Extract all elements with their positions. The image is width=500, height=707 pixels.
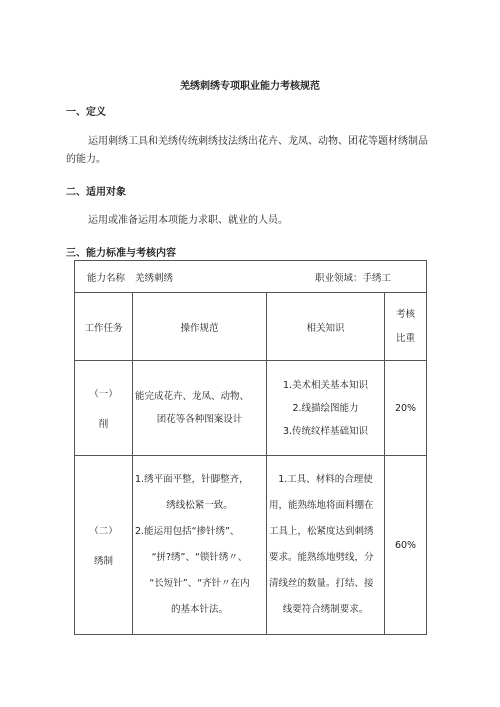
task-name: 绣制 xyxy=(93,556,113,567)
knowledge-cell xyxy=(267,361,385,456)
table-row xyxy=(75,456,427,635)
knowledge-line: 清线丝的数量。打结、接 xyxy=(269,578,374,589)
spec-line: 团花等各种图案设计 xyxy=(156,414,243,425)
knowledge-line: 3.传统纹样基础知识 xyxy=(282,425,369,437)
spec-line: 的基本针法。 xyxy=(170,604,228,615)
task-cell xyxy=(75,456,133,635)
weight-cell: 60% xyxy=(385,456,427,635)
col-header-task: 工作任务 xyxy=(75,293,133,361)
knowledge-line: 要求。能熟练地劈线，分 xyxy=(269,552,374,563)
task-number: （二） xyxy=(89,526,118,537)
knowledge-line: 1.工具、材料的合理使 xyxy=(278,474,373,485)
spec-cell xyxy=(133,456,267,635)
knowledge-line: 1.美术相关基本知识 xyxy=(282,379,369,391)
definition-paragraph: 运用刺绣工具和羌绣传统刺绣技法绣出花卉、龙凤、动物、团花等题材绣制品的能力。 xyxy=(66,136,428,165)
task-number: （一） xyxy=(89,389,118,400)
col-header-weight-line2: 比重 xyxy=(396,332,416,344)
spec-line: 绣线松紧一致。 xyxy=(166,500,233,511)
table-row xyxy=(75,361,427,456)
ability-name-cell xyxy=(75,261,427,293)
knowledge-line: 2.线描绘图能力 xyxy=(292,402,359,414)
section-heading-definition: 一、定义 xyxy=(66,107,106,118)
spec-line: 1.绣平面平整，针脚整齐， xyxy=(135,474,249,485)
spec-cell xyxy=(133,361,267,456)
standards-table xyxy=(74,260,427,635)
table-header-row xyxy=(75,261,427,293)
document-title: 羌绣刺绣专项职业能力考核规范 xyxy=(180,81,320,92)
ability-value: 羌绣刺绣 xyxy=(135,272,174,284)
spec-line: “拼?绣”、“锁针绣〃、 xyxy=(151,552,248,563)
ability-label: 能力名称 xyxy=(87,272,126,284)
section-heading-audience: 二、适用对象 xyxy=(66,187,126,198)
spec-line: 能完成花卉、龙凤、动物、 xyxy=(135,391,250,402)
spec-line: “长短针”、“齐针〃在内 xyxy=(149,578,250,589)
knowledge-line: 用，能熟练地将面料绷在 xyxy=(269,500,374,511)
knowledge-line: 工具上，松紧度达到刺绣 xyxy=(269,526,374,537)
task-cell xyxy=(75,361,133,456)
knowledge-cell xyxy=(267,456,385,635)
col-header-weight xyxy=(385,293,427,361)
col-header-knowledge: 相关知识 xyxy=(267,293,385,361)
knowledge-line: 线要符合绣制要求。 xyxy=(282,604,369,615)
spec-line: 2.能运用包括“掺针绣”、 xyxy=(135,526,240,537)
audience-paragraph: 运用或准备运用本项能力求职、就业的人员。 xyxy=(88,215,288,226)
weight-cell: 20% xyxy=(385,361,427,456)
col-header-spec: 操作规范 xyxy=(133,293,267,361)
column-header-row xyxy=(75,293,427,361)
section-heading-standards: 三、能力标准与考核内容 xyxy=(66,248,176,259)
field-label: 职业领域：手绣工 xyxy=(315,272,392,284)
col-header-weight-line1: 考核 xyxy=(396,308,416,320)
task-name: 削 xyxy=(98,419,109,430)
